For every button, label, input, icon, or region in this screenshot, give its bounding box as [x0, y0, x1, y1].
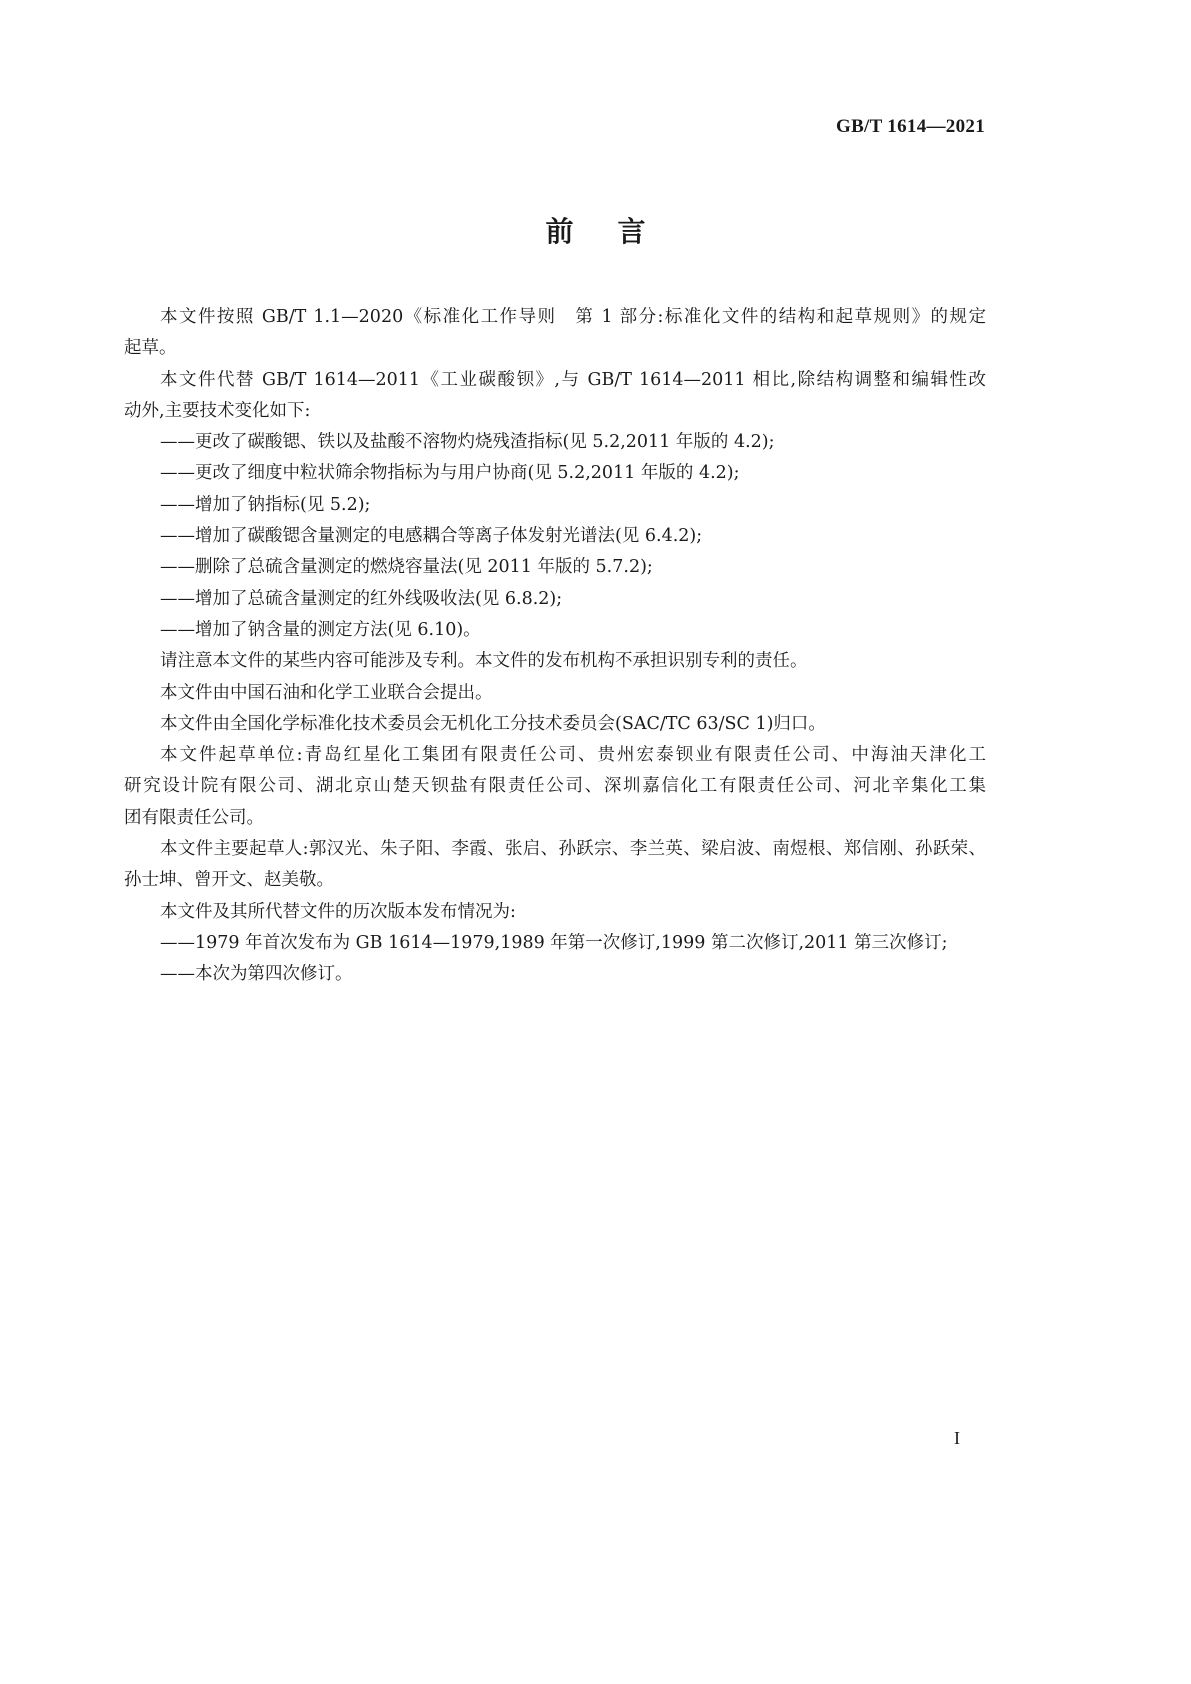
- paragraph: [124, 615, 986, 646]
- paragraph: [124, 646, 986, 677]
- text-line: ——增加了总硫含量测定的红外线吸收法(见 6.8.2);: [160, 588, 563, 609]
- text-line: 本文件由中国石油和化学工业联合会提出。: [160, 682, 493, 703]
- paragraph: [124, 490, 986, 521]
- text-line: ——更改了细度中粒状筛余物指标为与用户协商(见 5.2,2011 年版的 4.2);: [160, 463, 740, 484]
- text-line: ——增加了钠指标(见 5.2);: [160, 494, 371, 515]
- document-number: GB/T 1614—2021: [835, 116, 985, 137]
- paragraph: [124, 740, 986, 834]
- text-line: 孙士坤、曾开文、赵美敬。: [124, 870, 334, 891]
- paragraph: [124, 365, 986, 428]
- text-line: 本文件由全国化学标准化技术委员会无机化工分技术委员会(SAC/TC 63/SC 1)归口。: [160, 713, 826, 734]
- page-title: [0, 210, 1191, 250]
- paragraph: [124, 458, 986, 489]
- paragraph: [124, 897, 986, 928]
- text-line: ——1979 年首次发布为 GB 1614—1979,1989 年第一次修订,1999 第二次修订,2011 第三次修订;: [160, 932, 948, 953]
- text-line: ——增加了钠含量的测定方法(见 6.10)。: [160, 619, 481, 640]
- text-line: 起草。: [124, 338, 177, 359]
- paragraph: [124, 928, 986, 959]
- text-line: 请注意本文件的某些内容可能涉及专利。本文件的发布机构不承担识别专利的责任。: [160, 651, 808, 672]
- text-line: 本文件主要起草人:郭汉光、朱子阳、李霞、张启、孙跃宗、李兰英、梁启波、南煜根、郑信刚、孙跃荣、: [160, 839, 986, 860]
- text-line: 动外,主要技术变化如下:: [124, 400, 311, 421]
- paragraph: [124, 584, 986, 615]
- paragraph: [124, 959, 986, 990]
- text-line: 本文件代替 GB/T 1614—2011《工业碳酸钡》,与 GB/T 1614—2011 相比,除结构调整和编辑性改: [160, 369, 986, 390]
- text-line: 团有限责任公司。: [124, 807, 264, 828]
- paragraph: [124, 834, 986, 897]
- text-line: ——增加了碳酸锶含量测定的电感耦合等离子体发射光谱法(见 6.4.2);: [160, 526, 703, 547]
- text-line: ——更改了碳酸锶、铁以及盐酸不溶物灼烧残渣指标(见 5.2,2011 年版的 4.2);: [160, 432, 775, 453]
- text-line: 研究设计院有限公司、湖北京山楚天钡盐有限责任公司、深圳嘉信化工有限责任公司、河北辛集化工集: [124, 776, 986, 797]
- title-char: 言: [617, 215, 646, 248]
- paragraph: [124, 678, 986, 709]
- page-number: I: [954, 1428, 960, 1448]
- paragraph: [124, 521, 986, 552]
- title-char: 前: [545, 215, 574, 248]
- text-line: 本文件按照 GB/T 1.1—2020《标准化工作导则 第 1 部分:标准化文件的结构和起草规则》的规定: [160, 307, 986, 327]
- text-line: 本文件起草单位:青岛红星化工集团有限责任公司、贵州宏泰钡业有限责任公司、中海油天津化工: [160, 745, 986, 766]
- foreword-body: [124, 302, 986, 991]
- paragraph: [124, 552, 986, 583]
- text-line: 本文件及其所代替文件的历次版本发布情况为:: [160, 901, 516, 922]
- paragraph: [124, 427, 986, 458]
- text-line: ——本次为第四次修订。: [160, 964, 353, 985]
- text-line: ——删除了总硫含量测定的燃烧容量法(见 2011 年版的 5.7.2);: [160, 557, 653, 578]
- paragraph: [124, 709, 986, 740]
- paragraph: [124, 302, 986, 365]
